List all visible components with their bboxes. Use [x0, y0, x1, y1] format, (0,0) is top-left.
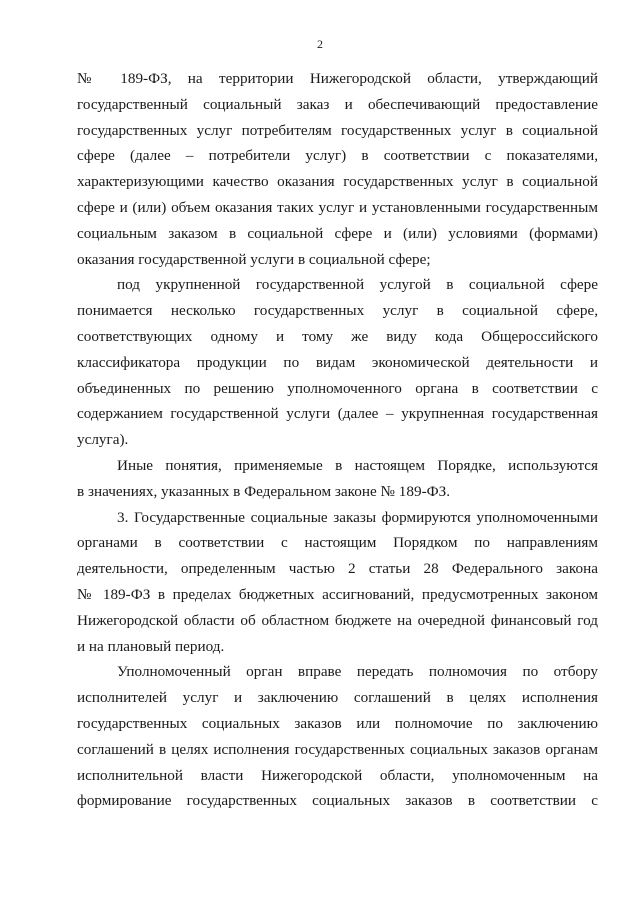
text-line: услуга).: [77, 431, 129, 449]
text-line: сфере (далее – потребители услуг) в соответствии с показателями,: [77, 147, 598, 165]
text-line: исполнительной власти Нижегородской области, уполномоченным на: [77, 766, 598, 784]
text-line: № 189-ФЗ, на территории Нижегородской области, утверждающий: [77, 70, 598, 87]
text-line: формирование государственных социальных заказов в соответствии с: [77, 792, 598, 810]
text-line: сфере и (или) объем оказания таких услуг и установленными государственным: [77, 198, 598, 216]
text-line: и на плановый период.: [77, 637, 225, 655]
text-line: государственных социальных заказов или полномочие по заключению: [77, 714, 598, 732]
text-line: понимается несколько государственных услуг в социальной сфере,: [77, 302, 598, 320]
text-line: оказания государственной услуги в социальной сфере;: [77, 250, 431, 268]
text-line: государственный социальный заказ и обеспечивающий предоставление: [77, 95, 598, 113]
text-line: деятельности, определенным частью 2 статьи 28 Федерального закона: [77, 560, 598, 578]
text-line: исполнителей услуг и заключению соглашений в целях исполнения: [77, 689, 598, 707]
text-line: 3. Государственные социальные заказы формируются уполномоченными: [117, 508, 598, 526]
page-number: 2: [317, 37, 323, 51]
text-line: классификатора продукции по видам экономической деятельности и: [77, 353, 598, 371]
document-body: [77, 66, 598, 814]
text-line: органами в соответствии с настоящим Порядком по направлениям: [77, 534, 598, 552]
text-line: в значениях, указанных в Федеральном законе № 189-ФЗ.: [77, 482, 451, 500]
text-line: соответствующих одному и тому же виду кода Общероссийского: [77, 327, 598, 345]
text-line: объединенных по решению уполномоченного органа в соответствии с: [77, 379, 598, 397]
text-line: № 189-ФЗ в пределах бюджетных ассигнований, предусмотренных законом: [77, 585, 598, 603]
text-line: характеризующими качество оказания государственных услуг в социальной: [77, 173, 598, 191]
text-line: Нижегородской области об областном бюджете на очередной финансовый год: [77, 611, 598, 629]
text-line: Уполномоченный орган вправе передать полномочия по отбору: [117, 663, 598, 681]
text-line: социальным заказом в социальной сфере и (или) условиями (формами): [77, 224, 598, 242]
text-line: соглашений в целях исполнения государственных социальных заказов органам: [77, 740, 598, 758]
text-line: государственных услуг потребителям государственных услуг в социальной: [77, 121, 598, 139]
text-line: под укрупненной государственной услугой в социальной сфере: [117, 276, 598, 294]
text-line: Иные понятия, применяемые в настоящем Порядке, используются: [117, 456, 598, 474]
text-line: содержанием государственной услуги (далее – укрупненная государственная: [77, 405, 598, 423]
